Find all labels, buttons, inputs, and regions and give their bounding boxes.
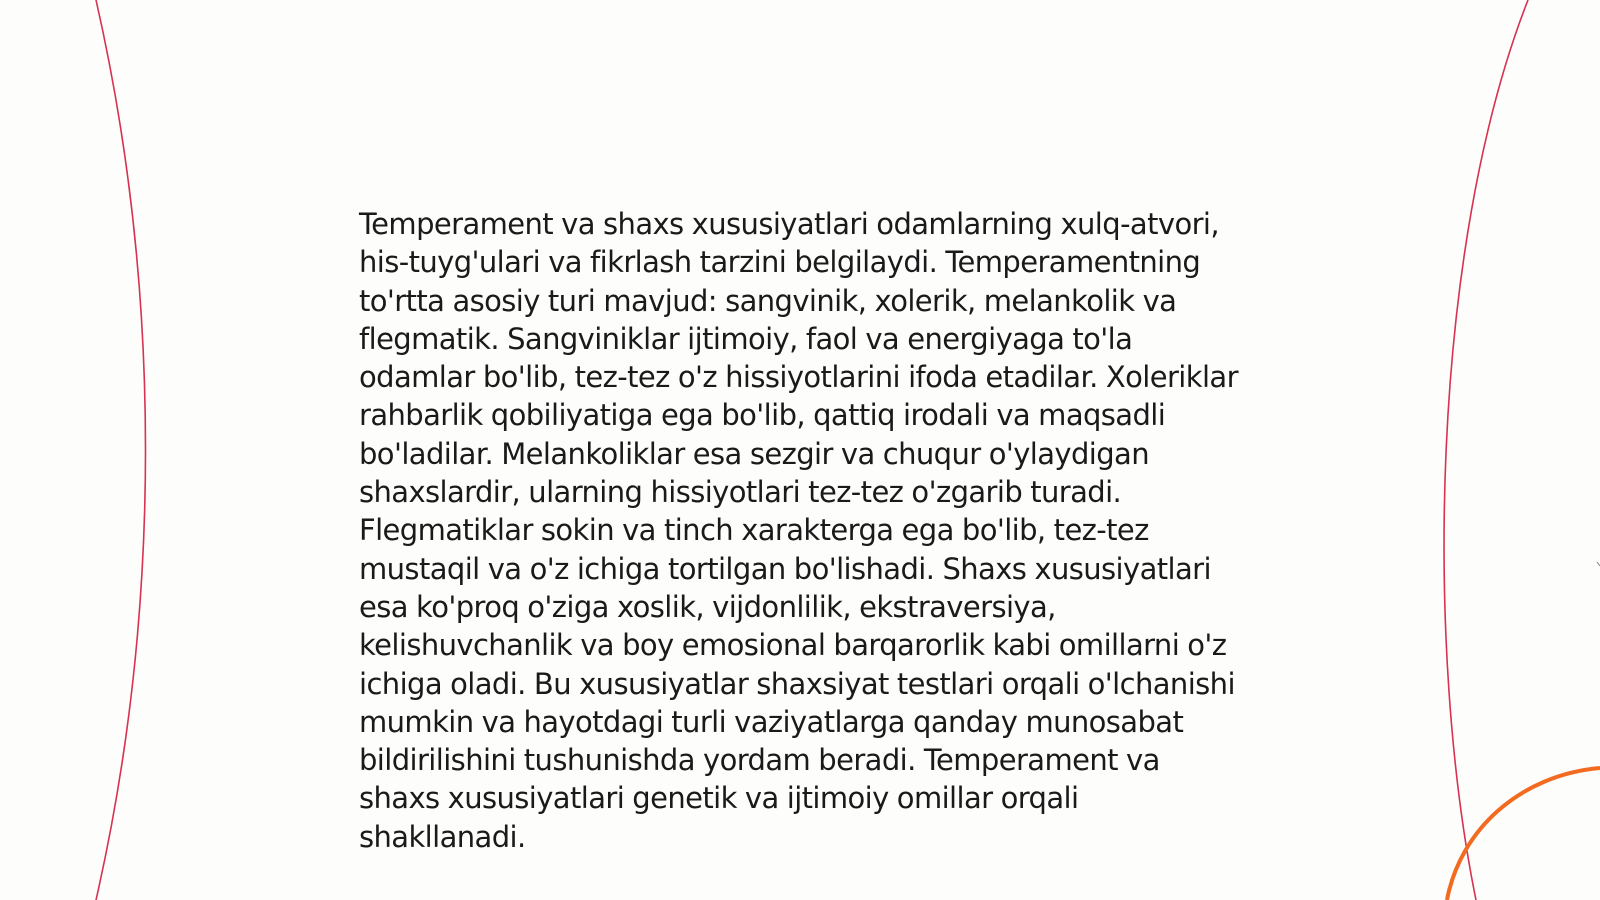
right-curve-line [1444, 0, 1528, 900]
left-curve-line [96, 0, 146, 900]
body-paragraph: Temperament va shaxs xususiyatlari odamlarning xulq-atvori, his-tuyg'ulari va fikrlash tarzini belgilaydi. Temperamentning to'rtta asosiy turi mavjud: sangvinik, xolerik, melankolik va flegmatik. Sangviniklar ijtimoiy, faol va energiyaga to'la odamlar bo'lib, tez-tez o'z hissiyotlarini ifoda etadilar. Xoleriklar rahbarlik qobiliyatiga ega bo'lib, qattiq irodali va maqsadli bo'ladilar. Melankoliklar esa sezgir va chuqur o'ylaydigan shaxslardir, ularning hissiyotlari tez-tez o'zgarib turadi. Flegmatiklar sokin va tinch xarakterga ega bo'lib, tez-tez mustaqil va o'z ichiga tortilgan bo'lishadi. Shaxs xususiyatlari esa ko'proq o'ziga xoslik, vijdonlilik, ekstraversiya, kelishuvchanlik va boy emosional barqarorlik kabi omillarni o'z ichiga oladi. Bu xususiyatlar shaxsiyat testlari orqali o'lchanishi mumkin va hayotdagi turli vaziyatlarga qanday munosabat bildirilishini tushunishda yordam beradi. Temperament va shaxs xususiyatlari genetik va ijtimoiy omillar orqali shakllanadi. [359, 207, 1238, 854]
accent-arc [1447, 768, 1600, 900]
